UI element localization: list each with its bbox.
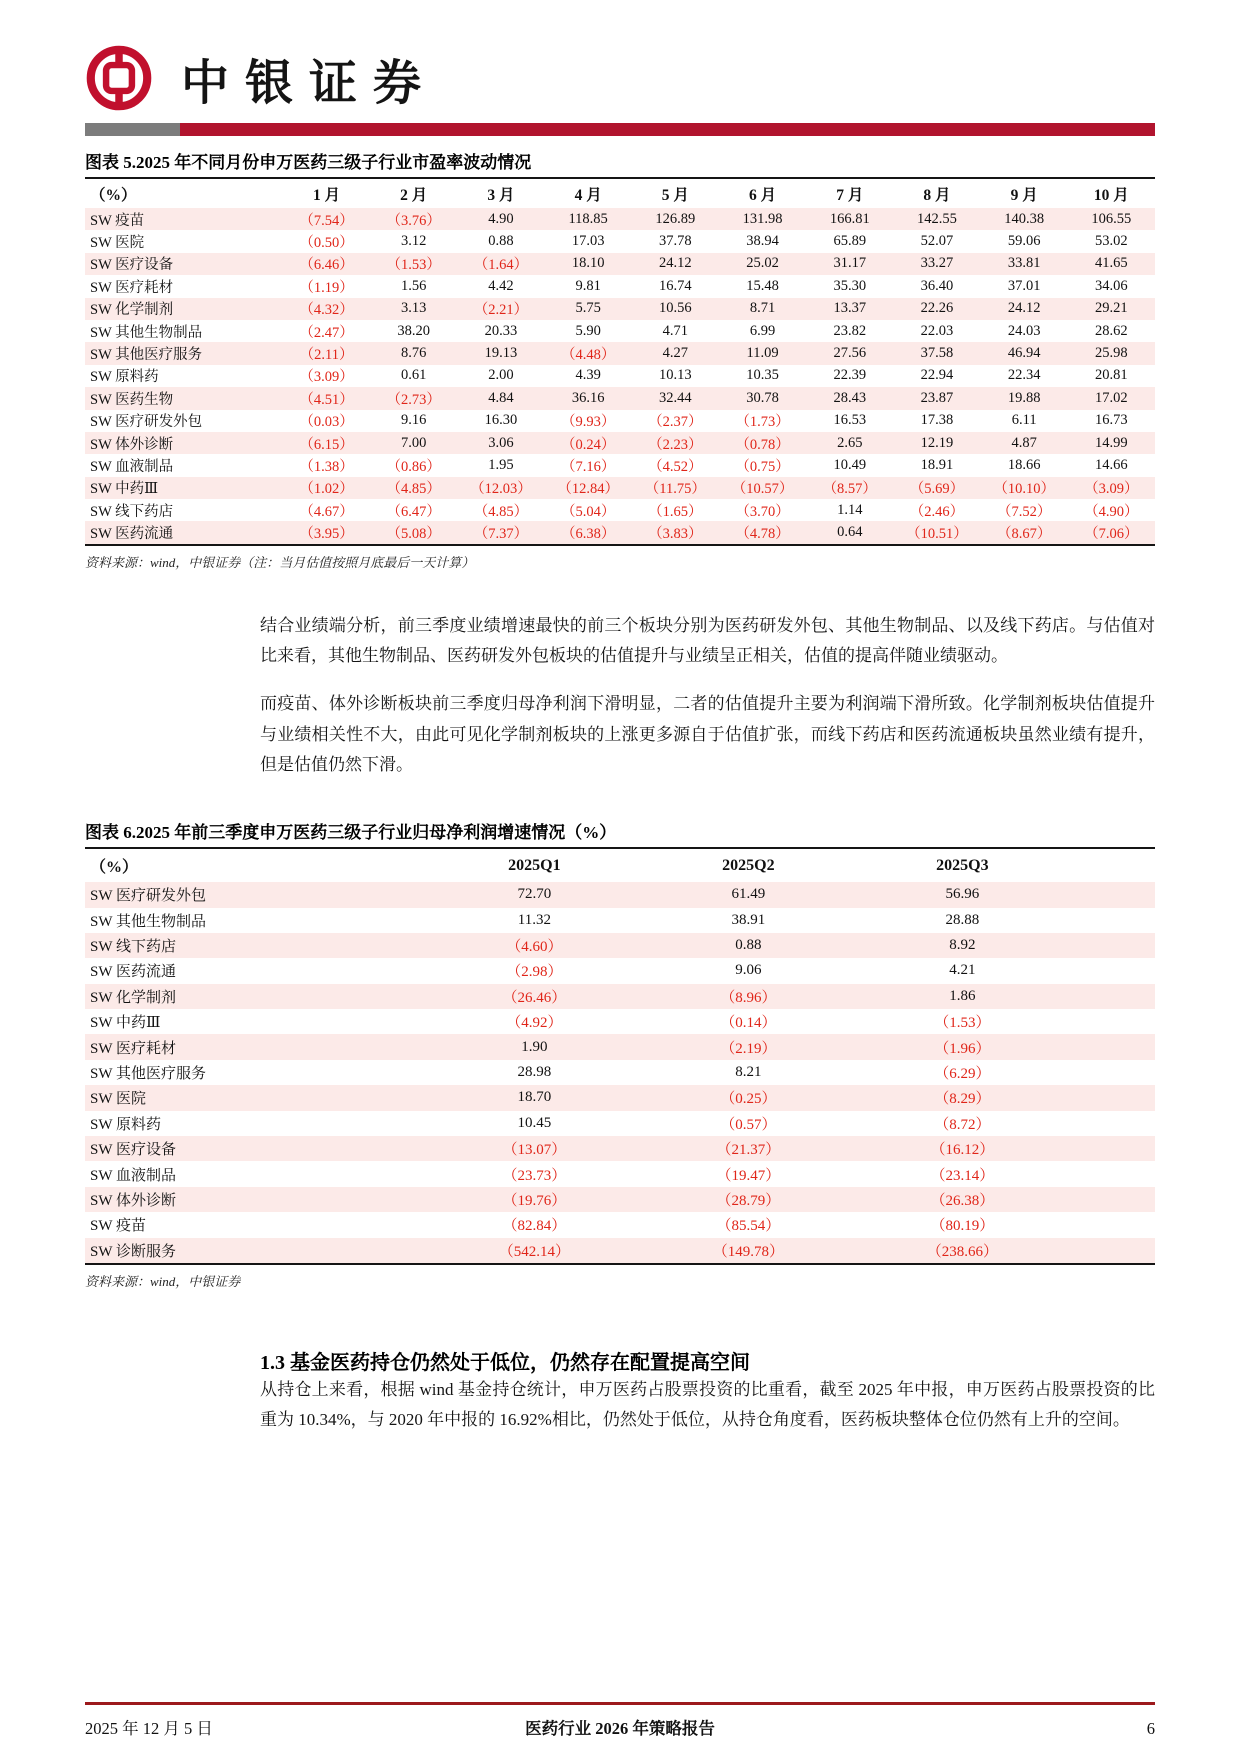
cell-value: （16.12）: [930, 1142, 995, 1159]
cell-value: 36.16: [571, 389, 605, 406]
figure6-title: 图表 6.2025 年前三季度申万医药三级子行业归母净利润增速情况（%）: [85, 823, 617, 843]
cell-value: 14.66: [1095, 456, 1128, 473]
cell-value: （1.02）: [299, 481, 354, 498]
figure5-source-note: 资料来源：wind，中银证券（注：当月估值按照月底最后一天计算）: [85, 554, 475, 570]
section-paragraph: 从持仓上来看，根据 wind 基金持仓统计，申万医药占股票投资的比重看，截至 2025 年中报，申万医药占股票投资的比重为 10.34%，与 2020 年中报的 16.92%相比，仍然处于低位，从持仓角度看，医药板块整体仓位仍然有上升的空间。: [260, 1379, 1155, 1430]
cell-value: 23.87: [920, 389, 954, 406]
cell-value: （4.92）: [506, 1015, 563, 1032]
cell-value: （5.04）: [560, 503, 616, 520]
cell-value: 0.64: [837, 524, 863, 541]
cell-value: 19.88: [1007, 389, 1041, 406]
cell-value: （4.67）: [299, 503, 354, 520]
figure6-source-note: 资料来源：wind，中银证券: [85, 1273, 241, 1289]
table-row: [85, 253, 1155, 275]
cell-value: 24.03: [1007, 322, 1041, 339]
cell-value: （1.38）: [299, 458, 354, 475]
cell-value: 10.35: [746, 367, 779, 384]
column-header: 1 月: [312, 186, 341, 204]
cell-value: （8.57）: [822, 481, 877, 498]
cell-value: （0.24）: [560, 436, 616, 453]
cell-value: 30.78: [746, 389, 779, 406]
row-label: SW 医疗研发外包: [90, 414, 203, 431]
cell-value: （82.84）: [502, 1218, 567, 1235]
cell-value: 34.06: [1095, 277, 1128, 294]
table-row: [85, 521, 1155, 543]
cell-value: 3.12: [401, 233, 427, 250]
cell-value: 2.65: [837, 434, 863, 451]
cell-value: 16.74: [659, 277, 692, 294]
table-bottom-rule: [85, 544, 1155, 546]
table-row: [85, 275, 1155, 297]
cell-value: 28.43: [833, 389, 867, 406]
cell-value: （1.73）: [735, 414, 790, 431]
cell-value: 52.07: [920, 233, 954, 250]
section-heading: 1.3 基金医药持仓仍然处于低位，仍然存在配置提高空间: [260, 1351, 750, 1374]
row-label: SW 医疗设备: [90, 257, 174, 274]
cell-value: （28.79）: [716, 1192, 781, 1209]
cell-value: 31.17: [833, 255, 867, 272]
cell-value: 3.06: [488, 434, 514, 451]
cell-value: （3.09）: [1084, 481, 1139, 498]
cell-value: 4.71: [662, 322, 689, 339]
cell-value: 3.13: [401, 300, 427, 317]
cell-value: （23.73）: [502, 1167, 567, 1184]
row-label: SW 线下药店: [90, 503, 174, 520]
cell-value: 1.95: [488, 456, 514, 473]
cell-value: （21.37）: [716, 1142, 781, 1159]
cell-value: （4.85）: [386, 481, 441, 498]
table-row: [85, 454, 1155, 476]
column-header: 9 月: [1010, 186, 1038, 204]
cell-value: 37.01: [1007, 277, 1041, 294]
footer-rule: [85, 1702, 1155, 1705]
row-label: SW 其他生物制品: [90, 913, 206, 930]
cell-value: 1.90: [521, 1038, 548, 1055]
cell-value: 9.06: [735, 962, 762, 979]
cell-value: 15.48: [746, 277, 779, 294]
cell-value: （26.38）: [930, 1192, 995, 1209]
cell-value: 65.89: [833, 233, 867, 250]
row-label: SW 医院: [90, 1091, 146, 1108]
cell-value: （1.65）: [648, 503, 703, 520]
cell-value: 4.42: [488, 277, 514, 294]
cell-value: 11.32: [517, 911, 551, 928]
cell-value: （0.75）: [735, 458, 790, 475]
cell-value: （10.10）: [993, 481, 1055, 498]
table-row: [85, 1161, 1155, 1186]
cell-value: 8.92: [949, 937, 976, 954]
cell-value: 18.70: [517, 1089, 552, 1106]
cell-value: （3.09）: [299, 369, 354, 386]
cell-value: 22.26: [920, 300, 954, 317]
cell-value: 4.21: [949, 962, 976, 979]
table-row: [85, 1187, 1155, 1212]
cell-value: 33.27: [920, 255, 954, 272]
table-row: [85, 908, 1155, 933]
cell-value: （1.53）: [386, 257, 441, 274]
table-bottom-rule: [85, 1263, 1155, 1265]
cell-value: （0.03）: [299, 414, 354, 431]
cell-value: 4.84: [488, 389, 514, 406]
cell-value: （5.69）: [909, 481, 965, 498]
table-row: [85, 1212, 1155, 1237]
cell-value: 131.98: [742, 210, 783, 227]
divider-red-segment: [180, 123, 1155, 136]
cell-value: （2.21）: [473, 302, 529, 319]
cell-value: （8.29）: [934, 1091, 991, 1108]
boc-logo-icon: [85, 44, 153, 112]
cell-value: 24.12: [1007, 300, 1041, 317]
cell-value: （6.38）: [560, 526, 616, 543]
row-label: SW 血液制品: [90, 458, 174, 475]
row-label: SW 其他医疗服务: [90, 347, 203, 364]
cell-value: 8.71: [749, 300, 776, 317]
cell-value: （10.51）: [906, 526, 968, 543]
cell-value: 0.61: [401, 367, 427, 384]
cell-value: （149.78）: [712, 1243, 785, 1260]
cell-value: 6.99: [749, 322, 776, 339]
row-label: SW 化学制剂: [90, 302, 174, 319]
figure6-section: [85, 816, 1155, 1290]
column-header: 10 月: [1093, 186, 1129, 204]
footer-page-number: 6: [1146, 1719, 1155, 1738]
cell-value: 7.00: [401, 434, 427, 451]
brand-name: 中银证券: [181, 56, 438, 110]
cell-value: 59.06: [1007, 233, 1041, 250]
cell-value: （3.83）: [648, 526, 703, 543]
cell-value: 9.81: [575, 277, 601, 294]
figure5-table: [85, 179, 1155, 544]
cell-value: 10.45: [517, 1114, 552, 1131]
cell-value: 6.11: [1011, 412, 1037, 429]
column-header: 3 月: [487, 186, 515, 204]
cell-value: （0.25）: [720, 1091, 777, 1108]
cell-value: （80.19）: [930, 1218, 995, 1235]
cell-value: 22.39: [833, 367, 867, 384]
cell-value: 61.49: [731, 886, 766, 903]
cell-value: 27.56: [833, 345, 867, 362]
cell-value: 32.44: [659, 389, 692, 406]
footer-doc-title: 医药行业 2026 年策略报告: [525, 1719, 715, 1738]
footer-date: 2025 年 12 月 5 日: [85, 1719, 213, 1738]
table-row: [85, 230, 1155, 252]
cell-value: 23.82: [833, 322, 867, 339]
cell-value: （7.54）: [299, 212, 354, 229]
cell-value: （6.29）: [934, 1066, 991, 1083]
table-row: [85, 1238, 1155, 1263]
row-label: SW 体外诊断: [90, 1192, 176, 1209]
cell-value: （3.70）: [735, 503, 790, 520]
row-label: SW 其他医疗服务: [90, 1066, 206, 1083]
cell-value: 10.49: [833, 456, 867, 473]
row-label: SW 医药流通: [90, 526, 174, 543]
cell-value: 0.88: [488, 233, 514, 250]
table-row: [85, 958, 1155, 983]
cell-value: 72.70: [517, 886, 552, 903]
cell-value: 25.02: [746, 255, 779, 272]
cell-value: 106.55: [1091, 210, 1132, 227]
table-row: [85, 1034, 1155, 1059]
cell-value: （1.64）: [473, 257, 529, 274]
cell-value: （12.03）: [470, 481, 532, 498]
cell-value: 4.39: [575, 367, 601, 384]
cell-value: 13.37: [833, 300, 867, 317]
table-row: [85, 320, 1155, 342]
cell-value: 16.30: [484, 412, 518, 429]
cell-value: 142.55: [917, 210, 957, 227]
cell-value: （6.15）: [299, 436, 354, 453]
cell-value: 28.62: [1095, 322, 1128, 339]
row-label: SW 血液制品: [90, 1167, 176, 1184]
table-row: [85, 432, 1155, 454]
cell-value: （4.90）: [1084, 503, 1139, 520]
cell-value: 18.91: [920, 456, 954, 473]
table-header-row: [85, 179, 1155, 208]
table-row: [85, 984, 1155, 1009]
row-label: SW 线下药店: [90, 939, 176, 956]
cell-value: 22.34: [1007, 367, 1041, 384]
cell-value: 18.66: [1007, 456, 1041, 473]
cell-value: 5.90: [575, 322, 601, 339]
column-header: 2 月: [400, 186, 428, 204]
row-label: SW 医疗耗材: [90, 279, 174, 296]
cell-value: 53.02: [1095, 233, 1128, 250]
cell-value: 1.56: [401, 277, 427, 294]
figure6-table: [85, 849, 1155, 1263]
row-label: SW 体外诊断: [90, 436, 174, 453]
cell-value: （542.14）: [498, 1243, 571, 1260]
table-row: [85, 1136, 1155, 1161]
cell-value: 17.38: [920, 412, 954, 429]
cell-value: （5.08）: [386, 526, 441, 543]
cell-value: （9.93）: [560, 414, 616, 431]
cell-value: 38.94: [746, 233, 779, 250]
cell-value: （8.72）: [934, 1116, 991, 1133]
cell-value: （0.78）: [735, 436, 790, 453]
row-label: SW 中药Ⅲ: [90, 1015, 161, 1032]
cell-value: 1.86: [949, 987, 976, 1004]
row-label: SW 疫苗: [90, 1218, 146, 1235]
cell-value: 28.88: [945, 911, 980, 928]
cell-value: 22.94: [920, 367, 954, 384]
cell-value: 1.14: [837, 501, 863, 518]
cell-value: 46.94: [1007, 345, 1041, 362]
cell-value: 35.30: [833, 277, 867, 294]
cell-value: 10.13: [659, 367, 692, 384]
column-header: 8 月: [923, 186, 951, 204]
row-label: SW 化学制剂: [90, 989, 176, 1006]
cell-value: 24.12: [659, 255, 692, 272]
table-row: [85, 477, 1155, 499]
cell-value: （4.52）: [648, 458, 703, 475]
cell-value: （2.47）: [299, 324, 354, 341]
cell-value: 20.81: [1095, 367, 1128, 384]
paragraph-1: 结合业绩端分析，前三季度业绩增速最快的前三个板块分别为医药研发外包、其他生物制品、以及线下药店。与估值对比来看，其他生物制品、医药研发外包板块的估值提升与业绩呈正相关，估值的提高伴随业绩驱动。: [260, 615, 1155, 666]
cell-value: 12.19: [920, 434, 954, 451]
cell-value: （26.46）: [502, 989, 567, 1006]
table-row: [85, 1111, 1155, 1136]
cell-value: 14.99: [1095, 434, 1128, 451]
cell-value: 29.21: [1095, 300, 1128, 317]
cell-value: （2.23）: [648, 436, 703, 453]
cell-value: （4.48）: [560, 347, 616, 364]
row-label: SW 医疗研发外包: [90, 888, 206, 905]
cell-value: （4.51）: [299, 391, 354, 408]
cell-value: （2.37）: [648, 414, 703, 431]
cell-value: （8.96）: [720, 989, 777, 1006]
cell-value: 37.78: [659, 233, 692, 250]
cell-value: 38.91: [731, 911, 766, 928]
column-header: （%）: [90, 859, 139, 877]
cell-value: 140.38: [1004, 210, 1045, 227]
cell-value: 11.09: [746, 345, 779, 362]
column-header: 5 月: [661, 186, 689, 204]
table-row: [85, 1009, 1155, 1034]
cell-value: （2.19）: [720, 1040, 777, 1057]
paragraph-2: 而疫苗、体外诊断板块前三季度归母净利润下滑明显，二者的估值提升主要为利润端下滑所致。化学制剂板块估值提升与业绩相关性不大，由此可见化学制剂板块的上涨更多源自于估值扩张，而线下药店和医药流通板块虽然业绩有提升，但是估值仍然下滑。: [260, 694, 1155, 774]
report-header: [85, 42, 1155, 114]
cell-value: 38.20: [397, 322, 431, 339]
cell-value: 17.03: [571, 233, 605, 250]
cell-value: （19.76）: [502, 1192, 567, 1209]
divider-gray-segment: [85, 123, 180, 136]
table-row: [85, 499, 1155, 521]
cell-value: （2.46）: [909, 503, 965, 520]
column-header: 4 月: [574, 186, 602, 204]
row-label: SW 医药流通: [90, 964, 176, 981]
cell-value: （0.57）: [720, 1116, 777, 1133]
figure5-section: [85, 146, 1155, 571]
cell-value: （6.46）: [299, 257, 354, 274]
table-row: [85, 882, 1155, 907]
cell-value: 22.03: [920, 322, 954, 339]
figure5-title: 图表 5.2025 年不同月份申万医药三级子行业市盈率波动情况: [85, 153, 532, 172]
cell-value: （19.47）: [716, 1167, 781, 1184]
cell-value: 17.02: [1095, 389, 1128, 406]
cell-value: 166.81: [829, 210, 870, 227]
analysis-paragraphs: [260, 611, 1155, 780]
cell-value: （0.86）: [386, 458, 441, 475]
cell-value: 56.96: [945, 886, 980, 903]
column-header: 2025Q1: [508, 856, 561, 874]
cell-value: （7.37）: [473, 526, 529, 543]
cell-value: 37.58: [920, 345, 954, 362]
table-row: [85, 365, 1155, 387]
cell-value: （3.95）: [299, 526, 354, 543]
cell-value: 19.13: [484, 345, 518, 362]
table-row: [85, 298, 1155, 320]
row-label: SW 原料药: [90, 369, 159, 386]
row-label: SW 医院: [90, 235, 145, 252]
cell-value: 9.16: [401, 412, 427, 429]
cell-value: （7.16）: [560, 458, 616, 475]
cell-value: （7.06）: [1084, 526, 1139, 543]
column-header: 7 月: [836, 186, 864, 204]
cell-value: 8.76: [401, 345, 427, 362]
cell-value: （4.60）: [506, 939, 563, 956]
row-label: SW 疫苗: [90, 212, 145, 229]
table-row: [85, 342, 1155, 364]
cell-value: 18.10: [571, 255, 605, 272]
table-row: [85, 1085, 1155, 1110]
cell-value: （85.54）: [716, 1218, 781, 1235]
row-label: SW 医药生物: [90, 391, 174, 408]
table-row: [85, 387, 1155, 409]
header-divider-bar: [85, 123, 1155, 136]
cell-value: （4.85）: [473, 503, 529, 520]
cell-value: （2.11）: [299, 347, 354, 364]
cell-value: （7.52）: [996, 503, 1052, 520]
cell-value: （4.78）: [735, 526, 790, 543]
row-label: SW 医疗设备: [90, 1142, 176, 1159]
cell-value: （238.66）: [926, 1243, 999, 1260]
column-header: 6 月: [748, 186, 777, 204]
cell-value: 2.00: [488, 367, 514, 384]
cell-value: 41.65: [1095, 255, 1128, 272]
cell-value: 4.87: [1011, 434, 1037, 451]
cell-value: （2.73）: [386, 391, 441, 408]
column-header: 2025Q3: [936, 856, 989, 874]
cell-value: （8.67）: [996, 526, 1052, 543]
cell-value: 20.33: [484, 322, 518, 339]
cell-value: 8.21: [735, 1064, 762, 1081]
cell-value: （0.14）: [720, 1015, 777, 1032]
column-header: 2025Q2: [722, 856, 775, 874]
cell-value: 0.88: [735, 937, 762, 954]
section-1-3: [260, 1346, 1155, 1436]
cell-value: 16.53: [833, 412, 867, 429]
cell-value: 36.40: [920, 277, 954, 294]
row-label: SW 原料药: [90, 1116, 161, 1133]
cell-value: （12.84）: [557, 481, 619, 498]
page-footer: [85, 1702, 1155, 1739]
table-row: [85, 410, 1155, 432]
cell-value: （1.53）: [934, 1015, 991, 1032]
cell-value: 126.89: [655, 210, 696, 227]
cell-value: （1.96）: [934, 1040, 991, 1057]
table-row: [85, 208, 1155, 230]
cell-value: 5.75: [575, 300, 601, 317]
cell-value: （1.19）: [299, 279, 354, 296]
table-header-row: [85, 849, 1155, 882]
cell-value: 33.81: [1007, 255, 1041, 272]
cell-value: 118.85: [568, 210, 608, 227]
table-row: [85, 1060, 1155, 1085]
cell-value: 10.56: [659, 300, 692, 317]
cell-value: 16.73: [1095, 412, 1128, 429]
cell-value: （11.75）: [644, 481, 706, 498]
cell-value: （4.32）: [299, 302, 354, 319]
cell-value: 4.90: [488, 210, 514, 227]
table-row: [85, 933, 1155, 958]
cell-value: 25.98: [1095, 345, 1128, 362]
cell-value: （0.50）: [299, 235, 354, 252]
row-label: SW 医疗耗材: [90, 1040, 176, 1057]
cell-value: （6.47）: [386, 503, 441, 520]
cell-value: （2.98）: [506, 964, 563, 981]
cell-value: （23.14）: [930, 1167, 995, 1184]
cell-value: （10.57）: [731, 481, 794, 498]
cell-value: （13.07）: [502, 1142, 567, 1159]
row-label: SW 诊断服务: [90, 1243, 176, 1260]
cell-value: （3.76）: [386, 212, 441, 229]
cell-value: 4.27: [662, 345, 689, 362]
row-label: SW 中药Ⅲ: [90, 481, 159, 498]
row-label: SW 其他生物制品: [90, 324, 203, 341]
column-header: （%）: [90, 186, 137, 204]
cell-value: 28.98: [517, 1064, 552, 1081]
